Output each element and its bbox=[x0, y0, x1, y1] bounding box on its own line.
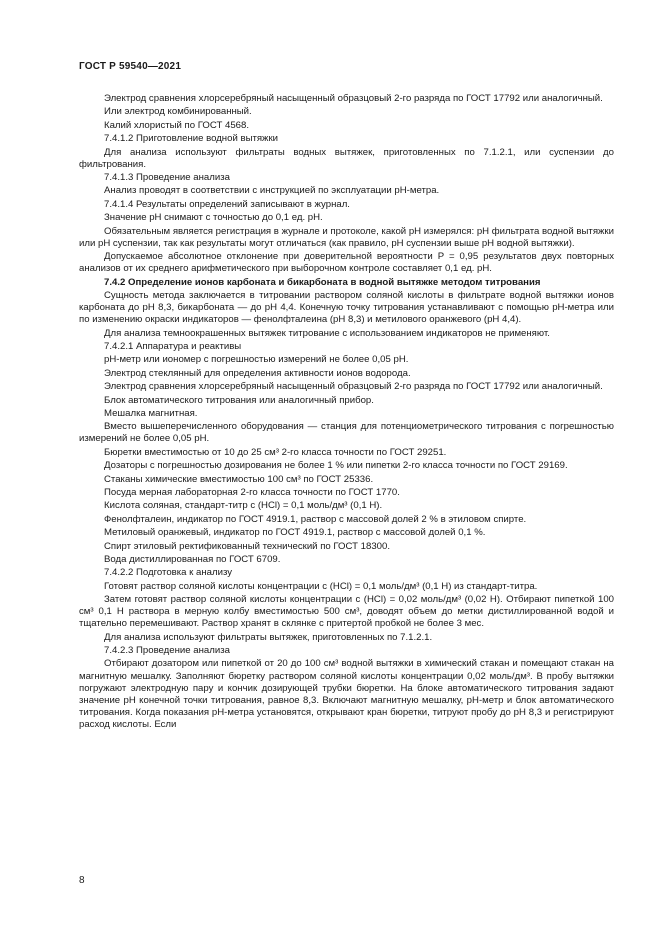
paragraph: Посуда мерная лабораторная 2-го класса точности по ГОСТ 1770. bbox=[104, 486, 400, 498]
paragraph: 7.4.2.2 Подготовка к анализу bbox=[104, 567, 233, 579]
paragraph: Электрод сравнения хлорсеребряный насыщенный образцовый 2-го разряда по ГОСТ 17792 или аналогичный. bbox=[104, 93, 603, 104]
paragraph: Калий хлористый по ГОСТ 4568. bbox=[104, 119, 250, 131]
page-number: 8 bbox=[79, 875, 85, 886]
paragraph: Электрод сравнения хлорсеребряный насыщенный образцовый 2-го разряда по ГОСТ 17792 или аналогичный. bbox=[104, 381, 603, 393]
paragraph: Стаканы химические вместимостью 100 см³ по ГОСТ 25336. bbox=[104, 473, 374, 485]
paragraph: Готовят раствор соляной кислоты концентрации с (HCl) = 0,1 моль/дм³ (0,1 Н) из стандарт-титра. bbox=[104, 580, 538, 592]
paragraph: 7.4.1.2 Приготовление водной вытяжки bbox=[104, 133, 279, 145]
paragraph: 7.4.2.1 Аппаратура и реактивы bbox=[104, 340, 242, 352]
paragraph: Кислота соляная, стандарт-титр с (HCl) = 0,1 моль/дм³ (0,1 Н). bbox=[104, 500, 383, 512]
paragraph: Электрод стеклянный для определения активности ионов водорода. bbox=[104, 367, 411, 379]
paragraph: Для анализа используют фильтраты вытяжек, приготовленных по 7.1.2.1. bbox=[104, 631, 433, 643]
paragraph: Метиловый оранжевый, индикатор по ГОСТ 4919.1, раствор с массовой долей 0,1 %. bbox=[104, 527, 486, 539]
paragraph: 7.4.2.3 Проведение анализа bbox=[104, 645, 230, 657]
paragraph: Спирт этиловый ректификованный технический по ГОСТ 18300. bbox=[104, 540, 390, 552]
paragraph: Для анализа темноокрашенных вытяжек титрование с использованием индикаторов не применяют. bbox=[104, 327, 550, 339]
paragraph: Для анализа используют фильтраты водных вытяжек, приготовленных по 7.1.2.1, или суспензии до фильтрования. bbox=[79, 146, 614, 170]
paragraph: Отбирают дозатором или пипеткой от 20 до 100 см³ водной вытяжки в химический стакан и помещают стакан на магнитную мешалку. Заполняют бюретку раствором соляной кислоты концентрации 0,02 моль/дм³. В пробу вытяжки погружают электродную пару и кончик дозирующей трубки бюретки. На блоке автоматического титрования задают значение pH конечной точки титрования, равное 8,3. Включают магнитную мешалку, pH-метр и блок автоматического титрования. Когда показания pH-метра установятся, открывают кран бюретки, титруют пробу до pH 8,3 и регистрируют расход кислоты. Если bbox=[79, 658, 614, 730]
paragraph: Вместо вышеперечисленного оборудования — станция для потенциометрического титрования с погрешностью измерений не более 0,05 pH. bbox=[79, 421, 614, 445]
paragraph: pH-метр или иономер с погрешностью измерений не более 0,05 pH. bbox=[104, 354, 409, 366]
paragraph: Бюретки вместимостью от 10 до 25 см³ 2-го класса точности по ГОСТ 29251. bbox=[104, 446, 447, 458]
paragraph: Вода дистиллированная по ГОСТ 6709. bbox=[104, 553, 281, 565]
document-header: ГОСТ Р 59540—2021 bbox=[79, 61, 182, 72]
paragraph: Допускаемое абсолютное отклонение при доверительной вероятности P = 0,95 результатов двух повторных анализов от их среднего арифметического при выборочном контроле составляет 0,1 ед. pH. bbox=[79, 251, 614, 275]
section-heading: 7.4.2 Определение ионов карбоната и бикарбоната в водной вытяжке методом титрования bbox=[104, 276, 541, 288]
paragraph: Анализ проводят в соответствии с инструкцией по эксплуатации pH-метра. bbox=[104, 185, 440, 197]
paragraph: Или электрод комбинированный. bbox=[104, 106, 252, 118]
paragraph: Сущность метода заключается в титровании раствором соляной кислоты в фильтрате водной вытяжки ионов карбоната до pH 8,3, бикарбоната — до pH 4,4. Конечную точку титрования устанавливают с помощью pH-метра или по изменению окраски индикаторов — фенолфталеина (pH 8,3) и метилового оранжевого (pH 4,4). bbox=[79, 289, 614, 326]
paragraph: Мешалка магнитная. bbox=[104, 407, 198, 419]
paragraph: Затем готовят раствор соляной кислоты концентрации с (HCl) = 0,02 моль/дм³ (0,02 Н). Отбирают пипеткой 100 см³ 0,1 Н раствора в мерную колбу вместимостью 500 см³, доводят объем до метки дистиллированной водой и тщательно перемешивают. Раствор хранят в склянке с притертой пробкой не более 3 мес. bbox=[79, 594, 614, 630]
paragraph: 7.4.1.3 Проведение анализа bbox=[104, 172, 230, 184]
document-body bbox=[79, 93, 614, 732]
paragraph: Значение pH снимают с точностью до 0,1 ед. pH. bbox=[104, 212, 323, 224]
paragraph: Обязательным является регистрация в журнале и протоколе, какой pH измерялся: pH фильтрата водной вытяжки или pH суспензии, так как результаты могут отличаться (как правило, pH суспензии выше pH водной вытяжки). bbox=[79, 225, 614, 249]
paragraph: 7.4.1.4 Результаты определений записывают в журнал. bbox=[104, 198, 350, 210]
paragraph: Фенолфталеин, индикатор по ГОСТ 4919.1, раствор с массовой долей 2 % в этиловом спирте. bbox=[104, 513, 527, 525]
paragraph: Дозаторы с погрешностью дозирования не более 1 % или пипетки 2-го класса точности по ГОСТ 29169. bbox=[104, 460, 568, 472]
paragraph: Блок автоматического титрования или аналогичный прибор. bbox=[104, 394, 374, 406]
